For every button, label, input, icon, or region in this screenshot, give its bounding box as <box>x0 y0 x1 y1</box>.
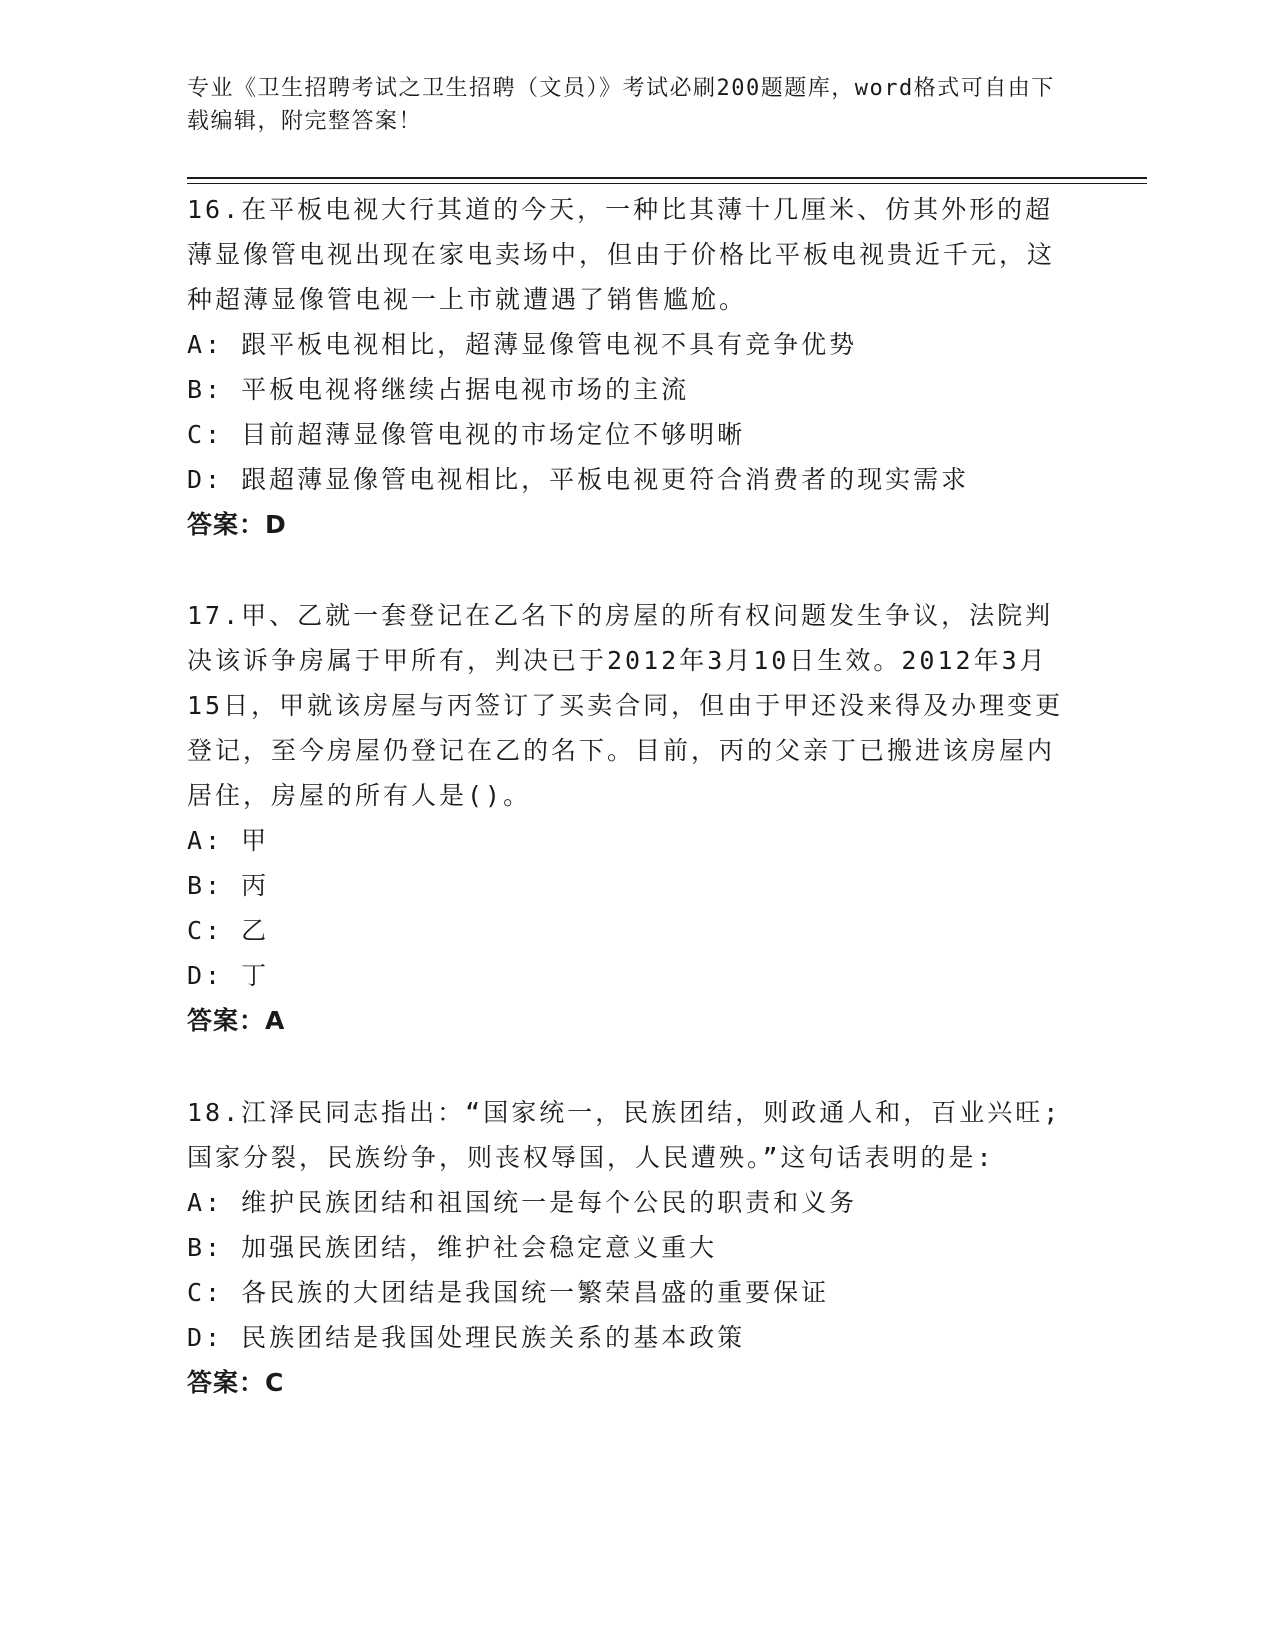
header-divider-thick <box>187 177 1147 179</box>
question-stem: 16.在平板电视大行其道的今天，一种比其薄十几厘米、仿其外形的超薄显像管电视出现在家电卖场中，但由于价格比平板电视贵近千元，这种超薄显像管电视一上市就遭遇了销售尴尬。 <box>187 195 1056 314</box>
answer-line: 答案：C <box>187 1368 285 1397</box>
question-stem: 17.甲、乙就一套登记在乙名下的房屋的所有权问题发生争议，法院判决该诉争房属于甲所有，判决已于2012年3月10日生效。2012年3月15日，甲就该房屋与丙签订了买卖合同，但由于甲还没来得及办理变更登记，至今房屋仍登记在乙的名下。目前，丙的父亲丁已搬进该房屋内居住，房屋的所有人是()。 <box>187 601 1064 810</box>
answer-line: 答案：D <box>187 510 287 539</box>
option-c: C: 乙 <box>187 916 270 945</box>
option-d: D: 民族团结是我国处理民族关系的基本政策 <box>187 1323 746 1352</box>
option-b: B: 平板电视将继续占据电视市场的主流 <box>187 375 690 404</box>
option-d: D: 丁 <box>187 961 270 990</box>
option-a: A: 维护民族团结和祖国统一是每个公民的职责和义务 <box>187 1188 858 1217</box>
option-d: D: 跟超薄显像管电视相比，平板电视更符合消费者的现实需求 <box>187 465 970 494</box>
answer-line: 答案：A <box>187 1006 286 1035</box>
option-b: B: 加强民族团结，维护社会稳定意义重大 <box>187 1233 718 1262</box>
option-b: B: 丙 <box>187 871 270 900</box>
option-a: A: 甲 <box>187 826 270 855</box>
document-header: 专业《卫生招聘考试之卫生招聘（文员）》考试必刷200题题库，word格式可自由下载编辑，附完整答案！ <box>187 76 1055 134</box>
question-17 <box>187 593 1067 1043</box>
option-c: C: 各民族的大团结是我国统一繁荣昌盛的重要保证 <box>187 1278 830 1307</box>
question-16 <box>187 187 1067 547</box>
option-a: A: 跟平板电视相比，超薄显像管电视不具有竞争优势 <box>187 330 858 359</box>
header-divider-thin <box>187 183 1147 184</box>
question-stem: 18.江泽民同志指出：“国家统一，民族团结，则政通人和，百业兴旺;国家分裂，民族纷争，则丧权辱国，人民遭殃。”这句话表明的是: <box>187 1098 1062 1172</box>
option-c: C: 目前超薄显像管电视的市场定位不够明晰 <box>187 420 746 449</box>
question-18 <box>187 1090 1067 1405</box>
